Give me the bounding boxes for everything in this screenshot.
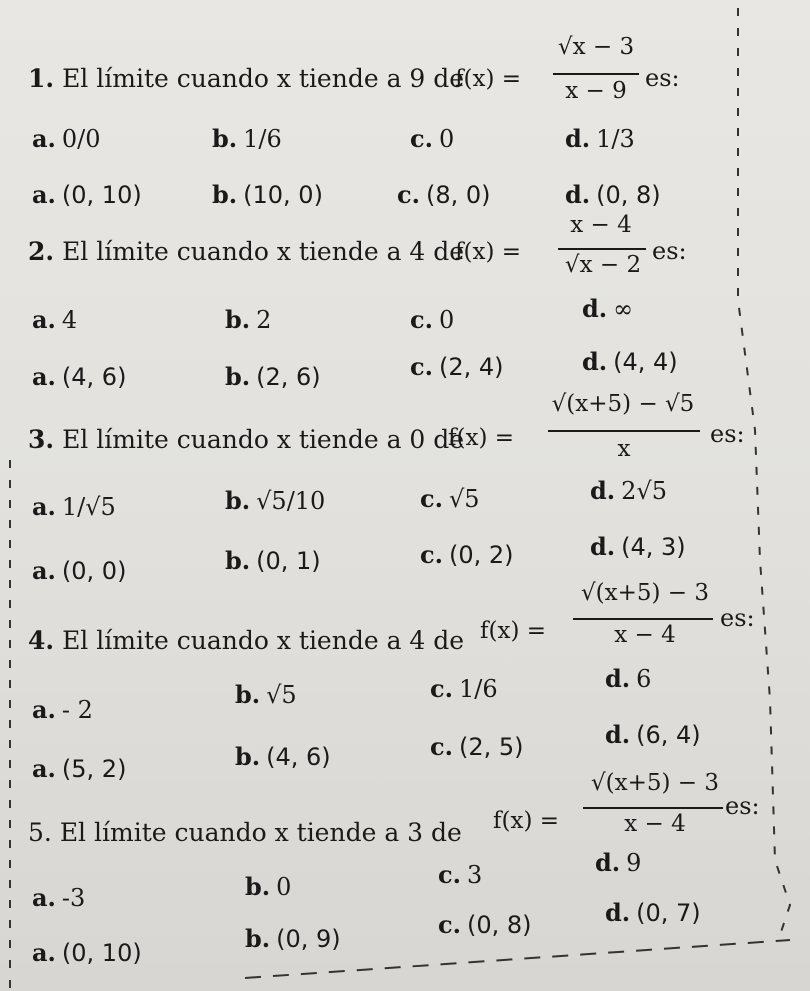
es-label: es: (725, 792, 760, 820)
fraction-numerator: √(x+5) − 3 (580, 580, 709, 606)
question-5-prompt: 5. El límite cuando x tiende a 3 de (28, 818, 462, 847)
es-label: es: (720, 604, 755, 632)
answer-d[interactable]: d. ∞ (582, 294, 634, 323)
point-d[interactable]: d. (0, 8) (565, 180, 661, 209)
point-d[interactable]: d. (4, 3) (590, 532, 686, 561)
answer-b[interactable]: b. 1/6 (212, 124, 282, 153)
point-c[interactable]: c. (8, 0) (397, 180, 491, 209)
fraction-denominator: x − 4 (614, 622, 676, 648)
answer-a[interactable]: a. 0/0 (32, 124, 101, 153)
question-4-prompt: 4. El límite cuando x tiende a 4 de (28, 626, 465, 655)
point-c[interactable]: c. (0, 8) (438, 910, 532, 939)
point-b[interactable]: b. (4, 6) (235, 742, 331, 771)
function-label: f(x) = (455, 66, 522, 92)
question-number: 1. (28, 64, 55, 93)
es-label: es: (710, 420, 745, 448)
fraction-bar (573, 618, 713, 620)
point-a[interactable]: a. (0, 10) (32, 938, 142, 967)
es-label: es: (652, 237, 687, 265)
answer-c[interactable]: c. 0 (410, 305, 455, 334)
answer-d[interactable]: d. 6 (605, 664, 652, 693)
fraction-denominator: x − 9 (565, 78, 627, 104)
fraction-bar (558, 248, 646, 250)
answer-c[interactable]: c. 0 (410, 124, 455, 153)
fraction-denominator: √x − 2 (564, 252, 642, 278)
answer-a[interactable]: a. 1/√5 (32, 492, 116, 521)
answer-d[interactable]: d. 1/3 (565, 124, 635, 153)
answer-d[interactable]: d. 9 (595, 848, 642, 877)
fraction-bar (553, 73, 639, 75)
point-c[interactable]: c. (0, 2) (420, 540, 514, 569)
point-a[interactable]: a. (4, 6) (32, 362, 127, 391)
point-a[interactable]: a. (5, 2) (32, 754, 127, 783)
answer-c[interactable]: c. 3 (438, 860, 483, 889)
point-b[interactable]: b. (0, 9) (245, 924, 341, 953)
function-label: f(x) = (493, 808, 560, 834)
fraction-denominator: x − 4 (624, 811, 686, 837)
answer-a[interactable]: a. 4 (32, 305, 78, 334)
point-b[interactable]: b. (0, 1) (225, 546, 321, 575)
question-1-prompt (28, 64, 464, 93)
fraction-numerator: x − 4 (570, 212, 632, 238)
es-label: es: (645, 64, 680, 92)
point-b[interactable]: b. (10, 0) (212, 180, 323, 209)
point-c[interactable]: c. (2, 5) (430, 732, 524, 761)
answer-b[interactable]: b. 0 (245, 872, 292, 901)
answer-c[interactable]: c. √5 (420, 484, 480, 513)
fraction-numerator: √(x+5) − 3 (590, 770, 719, 796)
fraction-numerator: √x − 3 (557, 34, 635, 60)
question-3-prompt: 3. El límite cuando x tiende a 0 de (28, 425, 465, 454)
fraction-bar (548, 430, 700, 432)
answer-a[interactable]: a. - 2 (32, 695, 93, 724)
point-d[interactable]: d. (4, 4) (582, 347, 678, 376)
point-c[interactable]: c. (2, 4) (410, 352, 504, 381)
answer-a[interactable]: a. -3 (32, 883, 86, 912)
answer-b[interactable]: b. 2 (225, 305, 272, 334)
function-label: f(x) = (448, 425, 515, 451)
fraction-numerator: √(x+5) − √5 (551, 391, 695, 417)
question-2-prompt: 2. El límite cuando x tiende a 4 de (28, 237, 465, 266)
point-a[interactable]: a. (0, 10) (32, 180, 142, 209)
point-b[interactable]: b. (2, 6) (225, 362, 321, 391)
point-d[interactable]: d. (0, 7) (605, 898, 701, 927)
answer-c[interactable]: c. 1/6 (430, 674, 498, 703)
answer-d[interactable]: d. 2√5 (590, 476, 667, 505)
answer-b[interactable]: b. √5 (235, 680, 297, 709)
function-label: f(x) = (455, 239, 522, 265)
function-label: f(x) = (480, 618, 547, 644)
point-d[interactable]: d. (6, 4) (605, 720, 701, 749)
fraction-bar (583, 807, 723, 809)
answer-b[interactable]: b. √5/10 (225, 486, 326, 515)
point-a[interactable]: a. (0, 0) (32, 556, 127, 585)
question-text: El límite cuando x tiende a 9 de (62, 64, 465, 93)
fraction-denominator: x (617, 436, 631, 462)
